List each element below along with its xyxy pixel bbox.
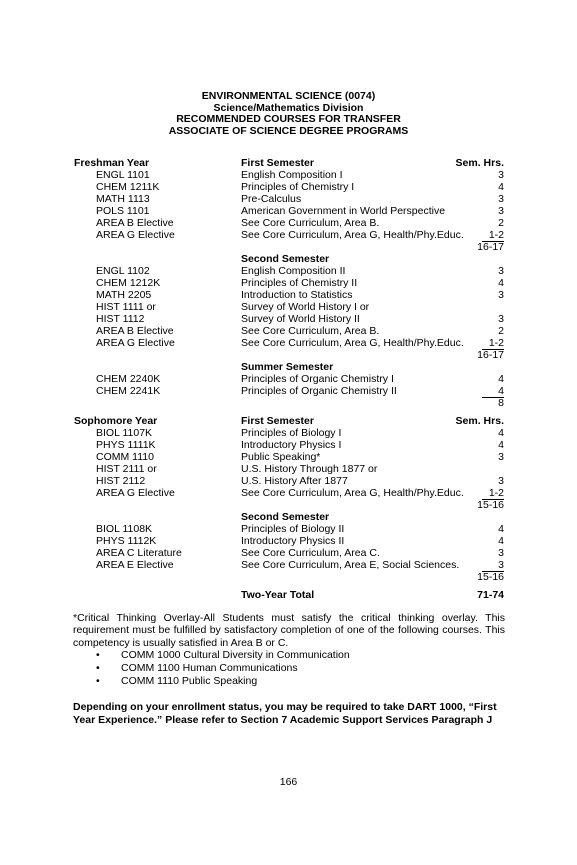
course-title: American Government in World Perspective	[241, 205, 446, 217]
course-title: Principles of Biology II	[241, 523, 345, 535]
course-row	[0, 181, 577, 193]
course-title: See Core Curriculum, Area E, Social Sciences.	[241, 559, 460, 571]
sophomore-first-semester-label: First Semester	[241, 415, 314, 427]
course-title: Introduction to Statistics	[241, 289, 353, 301]
sophomore-year-label: Sophomore Year	[74, 415, 158, 427]
course-code: CHEM 1212K	[96, 277, 161, 289]
list-item: • COMM 1110 Public Speaking	[96, 675, 258, 687]
freshman-year-label: Freshman Year	[74, 157, 150, 169]
course-row	[0, 169, 577, 181]
course-hours: 4	[498, 427, 504, 439]
enrollment-footer-note: Depending on your enrollment status, you may be required to take DART 1000, “First Year Experience.” Please refer to Section 7 Academic Support Services Paragraph J	[73, 701, 497, 726]
course-title: Principles of Biology I	[241, 427, 342, 439]
course-row	[0, 289, 577, 301]
semester-total: 16-17	[477, 241, 504, 253]
course-hours: 1-2	[482, 338, 504, 350]
two-year-total-row	[0, 589, 577, 601]
semester-total-row	[0, 349, 577, 361]
course-row	[0, 337, 577, 349]
course-title: U.S. History After 1877	[241, 475, 348, 487]
course-hours: 3	[498, 313, 504, 325]
division-title: Science/Mathematics Division	[213, 101, 364, 114]
course-row	[0, 325, 577, 337]
course-title: Pre-Calculus	[241, 193, 302, 205]
course-row	[0, 385, 577, 397]
course-hours: 4	[498, 535, 504, 547]
course-hours: 4	[498, 523, 504, 535]
freshman-first-semester-label: First Semester	[241, 157, 314, 169]
freshman-second-semester-label: Second Semester	[241, 253, 330, 265]
course-code: AREA G Elective	[96, 487, 175, 499]
course-row	[0, 313, 577, 325]
course-row	[0, 205, 577, 217]
semester-total-row	[0, 499, 577, 511]
two-year-total-label: Two-Year Total	[241, 589, 315, 601]
course-code: AREA G Elective	[96, 337, 175, 349]
course-code: MATH 1113	[96, 193, 150, 205]
course-title: See Core Curriculum, Area C.	[241, 547, 380, 559]
program-title: ENVIRONMENTAL SCIENCE (0074)	[201, 90, 376, 102]
course-code: HIST 2112	[96, 475, 146, 487]
course-row	[0, 277, 577, 289]
semester-header-row	[0, 361, 577, 373]
freshman-header-row	[0, 157, 577, 169]
semester-total: 8	[498, 397, 504, 409]
course-bullet-list	[96, 649, 350, 688]
semester-header-row	[0, 511, 577, 523]
course-title: Principles of Chemistry I	[241, 181, 355, 193]
list-item: • COMM 1000 Cultural Diversity in Communication	[96, 649, 350, 661]
course-title: Principles of Organic Chemistry II	[241, 385, 397, 397]
course-code: CHEM 1211K	[96, 181, 160, 193]
list-item: • COMM 1100 Human Communications	[96, 662, 298, 674]
course-title: See Core Curriculum, Area G, Health/Phy.Educ.	[241, 487, 464, 499]
course-code: PHYS 1111K	[96, 439, 156, 451]
course-code: BIOL 1108K	[96, 523, 153, 535]
bullet-icon: •	[96, 675, 100, 687]
course-row	[0, 265, 577, 277]
course-title: Survey of World History I or	[241, 301, 370, 313]
critical-thinking-note: *Critical Thinking Overlay-All Students must satisfy the critical thinking overlay. This requirement must be fulfilled by satisfactory completion of one of the following courses. This competency is usually satisfied in Area B or C.	[73, 612, 505, 649]
course-title: English Composition II	[241, 265, 346, 277]
course-hours: 2	[498, 325, 504, 337]
course-code: PHYS 1112K	[96, 535, 157, 547]
course-row	[0, 451, 577, 463]
course-code: MATH 2205	[96, 289, 152, 301]
course-hours: 3	[498, 451, 504, 463]
course-hours: 4	[482, 386, 504, 398]
course-code: AREA E Elective	[96, 559, 174, 571]
course-title: Introductory Physics II	[241, 535, 345, 547]
course-row	[0, 475, 577, 487]
course-code: HIST 1111 or	[96, 301, 156, 313]
course-row	[0, 301, 577, 313]
course-code: POLS 1101	[96, 205, 150, 217]
course-row	[0, 523, 577, 535]
course-row	[0, 229, 577, 241]
course-title: U.S. History Through 1877 or	[241, 463, 378, 475]
course-code: ENGL 1101	[96, 169, 150, 181]
semester-total-row	[0, 571, 577, 583]
subtitle-courses: RECOMMENDED COURSES FOR TRANSFER	[176, 113, 401, 126]
course-title: Introductory Physics I	[241, 439, 342, 451]
sophomore-second-semester-label: Second Semester	[241, 511, 330, 523]
course-hours: 1-2	[482, 230, 504, 242]
course-row	[0, 463, 577, 475]
course-row	[0, 439, 577, 451]
page-number: 166	[279, 776, 298, 788]
semester-header-row	[0, 253, 577, 265]
course-code: HIST 1112	[96, 313, 145, 325]
course-title: English Composition I	[241, 169, 343, 181]
course-code: CHEM 2241K	[96, 385, 161, 397]
course-hours: 3	[498, 265, 504, 277]
course-row	[0, 487, 577, 499]
course-code: CHEM 2240K	[96, 373, 161, 385]
course-hours: 3	[498, 169, 504, 181]
subtitle-degree: ASSOCIATE OF SCIENCE DEGREE PROGRAMS	[168, 125, 409, 138]
sophomore-header-row	[0, 415, 577, 427]
course-row	[0, 373, 577, 385]
course-title: See Core Curriculum, Area G, Health/Phy.Educ.	[241, 337, 464, 349]
course-hours: 3	[498, 289, 504, 301]
semester-total: 16-17	[477, 349, 504, 361]
course-row	[0, 193, 577, 205]
course-hours: 3	[482, 560, 504, 572]
course-row	[0, 535, 577, 547]
course-hours: 2	[498, 217, 504, 229]
course-code: AREA B Elective	[96, 217, 174, 229]
course-row	[0, 217, 577, 229]
bullet-icon: •	[96, 662, 100, 674]
course-code: COMM 1110	[96, 451, 154, 463]
course-title: Principles of Chemistry II	[241, 277, 358, 289]
semester-total-row	[0, 397, 577, 409]
course-row	[0, 547, 577, 559]
semester-total: 15-16	[477, 571, 504, 583]
course-hours: 4	[498, 277, 504, 289]
course-title: Survey of World History II	[241, 313, 360, 325]
course-hours: 1-2	[482, 488, 504, 500]
course-row	[0, 559, 577, 571]
course-title: See Core Curriculum, Area B.	[241, 325, 380, 337]
course-title: Public Speaking*	[241, 451, 321, 463]
document-title	[0, 91, 577, 138]
course-title: See Core Curriculum, Area G, Health/Phy.Educ.	[241, 229, 464, 241]
sem-hrs-header: Sem. Hrs.	[455, 157, 504, 169]
course-hours: 3	[498, 193, 504, 205]
course-code: AREA G Elective	[96, 229, 175, 241]
course-hours: 3	[498, 475, 504, 487]
course-code: BIOL 1107K	[96, 427, 153, 439]
course-title: See Core Curriculum, Area B.	[241, 217, 380, 229]
course-code: HIST 2111 or	[96, 463, 157, 475]
summer-semester-label: Summer Semester	[241, 361, 334, 373]
semester-total-row	[0, 241, 577, 253]
course-hours: 4	[498, 181, 504, 193]
course-code: AREA B Elective	[96, 325, 174, 337]
course-code: AREA C Literature	[96, 547, 182, 559]
bullet-icon: •	[96, 649, 100, 661]
semester-total: 15-16	[477, 499, 504, 511]
course-title: Principles of Organic Chemistry I	[241, 373, 394, 385]
course-hours: 3	[498, 547, 504, 559]
course-hours: 4	[498, 439, 504, 451]
course-hours: 4	[498, 373, 504, 385]
course-code: ENGL 1102	[96, 265, 150, 277]
sem-hrs-header: Sem. Hrs.	[455, 415, 504, 427]
course-hours: 3	[498, 205, 504, 217]
two-year-total-value: 71-74	[477, 589, 504, 601]
course-row	[0, 427, 577, 439]
